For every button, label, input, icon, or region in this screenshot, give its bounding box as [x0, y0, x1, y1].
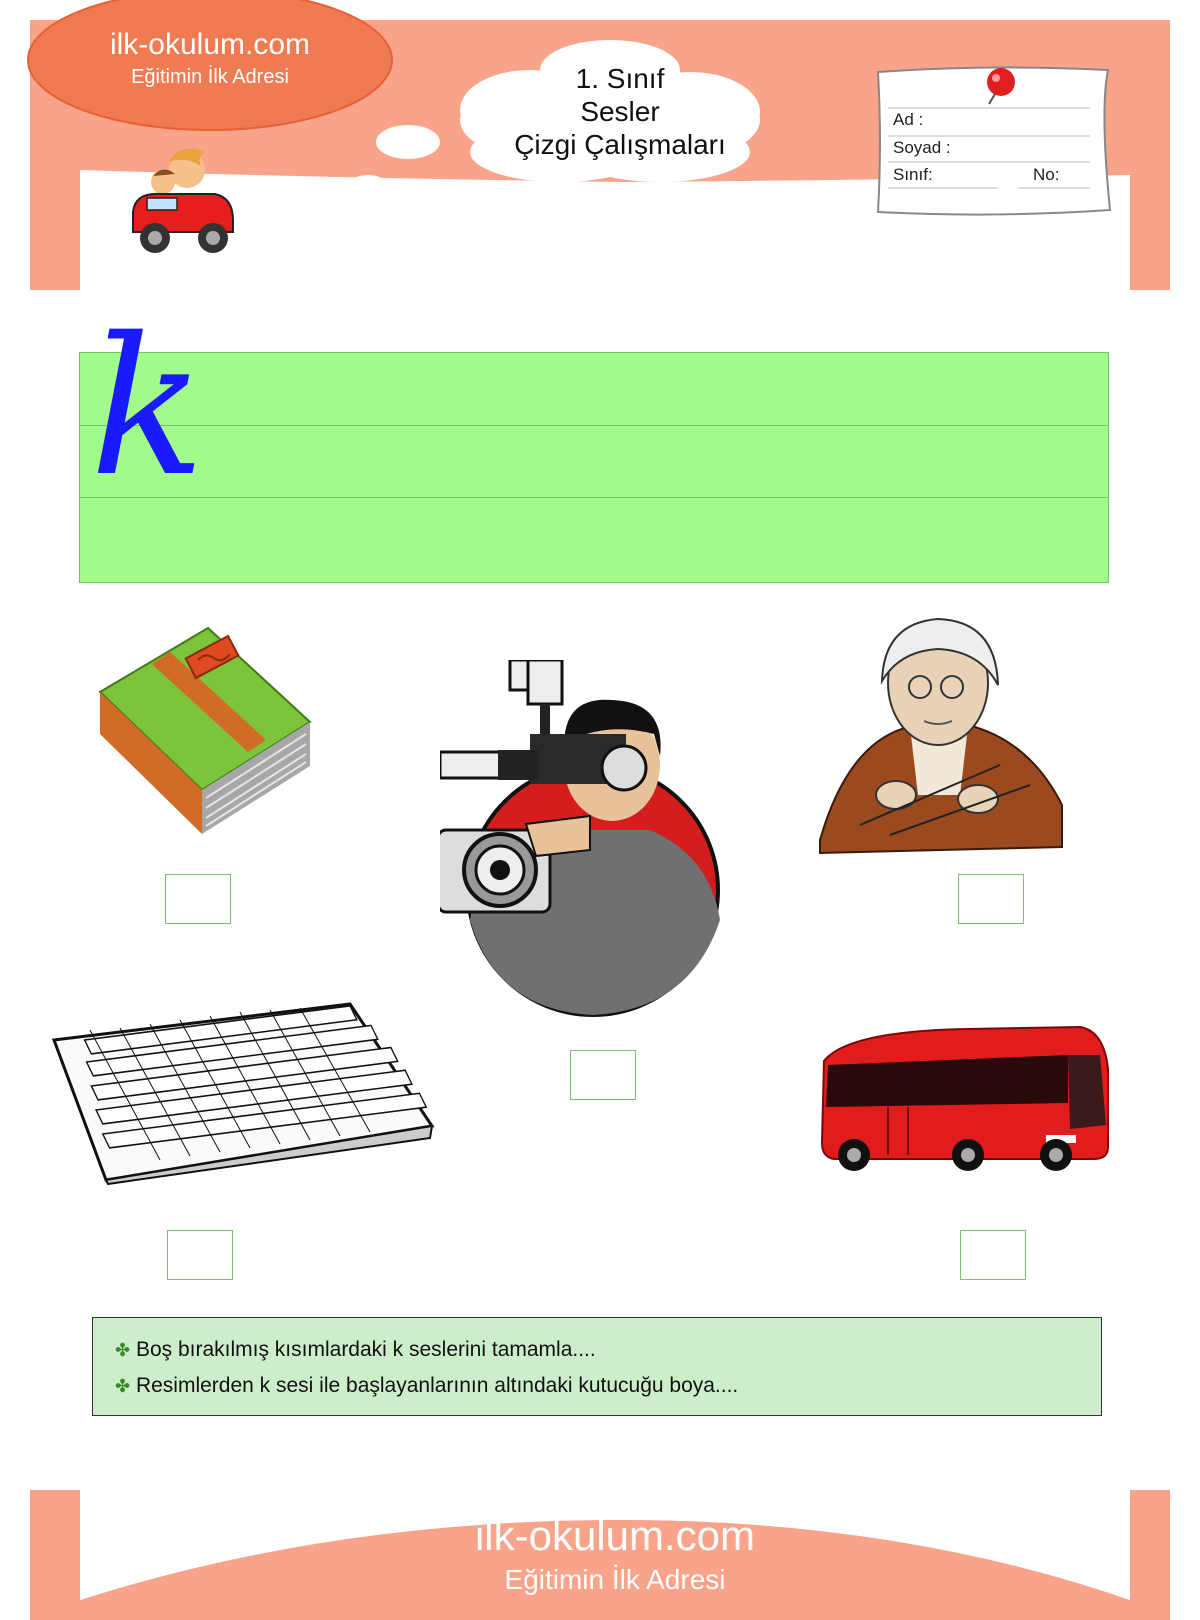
soyad-label: Soyad : — [893, 138, 951, 157]
worksheet-title — [470, 62, 770, 161]
instruction-text-2: Resimlerden k sesi ile başlayanlarının altındaki kutucuğu boya.... — [135, 1374, 739, 1397]
checkbox-cameraman[interactable] — [570, 1050, 636, 1100]
title-line-3: Çizgi Çalışmaları — [514, 129, 726, 160]
footer-brand-name: ilk-okulum.com — [474, 1512, 756, 1559]
letter-k-sample: k — [90, 297, 206, 518]
sinif-label: Sınıf: — [893, 165, 933, 184]
instruction-item — [115, 1374, 738, 1398]
book-icon — [90, 622, 315, 840]
pushpin-icon — [987, 68, 1015, 96]
checkbox-book[interactable] — [165, 874, 231, 924]
cameraman-icon — [440, 660, 735, 1022]
instruction-item — [115, 1338, 596, 1362]
letter-writing-band[interactable] — [79, 297, 1109, 583]
header-brand-name: ilk-okulum.com — [109, 28, 311, 61]
checkbox-grandmother[interactable] — [958, 874, 1024, 924]
no-label: No: — [1033, 165, 1060, 184]
ad-label: Ad : — [893, 110, 924, 129]
header-brand-tagline: Eğitimin İlk Adresi — [131, 66, 289, 88]
clover-bullet-icon: ✤ — [115, 1340, 131, 1360]
guide-line-upper — [80, 425, 1108, 426]
guide-line-lower — [80, 497, 1108, 498]
checkbox-bus[interactable] — [960, 1230, 1026, 1280]
instructions-box — [92, 1317, 1102, 1416]
cartoon-car-icon — [125, 140, 240, 260]
checkbox-keyboard[interactable] — [167, 1230, 233, 1280]
bus-icon — [818, 1025, 1113, 1175]
footer-brand-tagline: Eğitimin İlk Adresi — [504, 1564, 726, 1595]
instruction-text-1: Boş bırakılmış kısımlardaki k seslerini tamamla.... — [135, 1338, 596, 1361]
title-line-1: 1. Sınıf — [575, 63, 665, 94]
grandmother-knitting-icon — [800, 615, 1070, 865]
title-line-2: Sesler — [580, 96, 660, 127]
keyboard-icon — [50, 1000, 435, 1185]
clover-bullet-icon: ✤ — [115, 1376, 131, 1396]
